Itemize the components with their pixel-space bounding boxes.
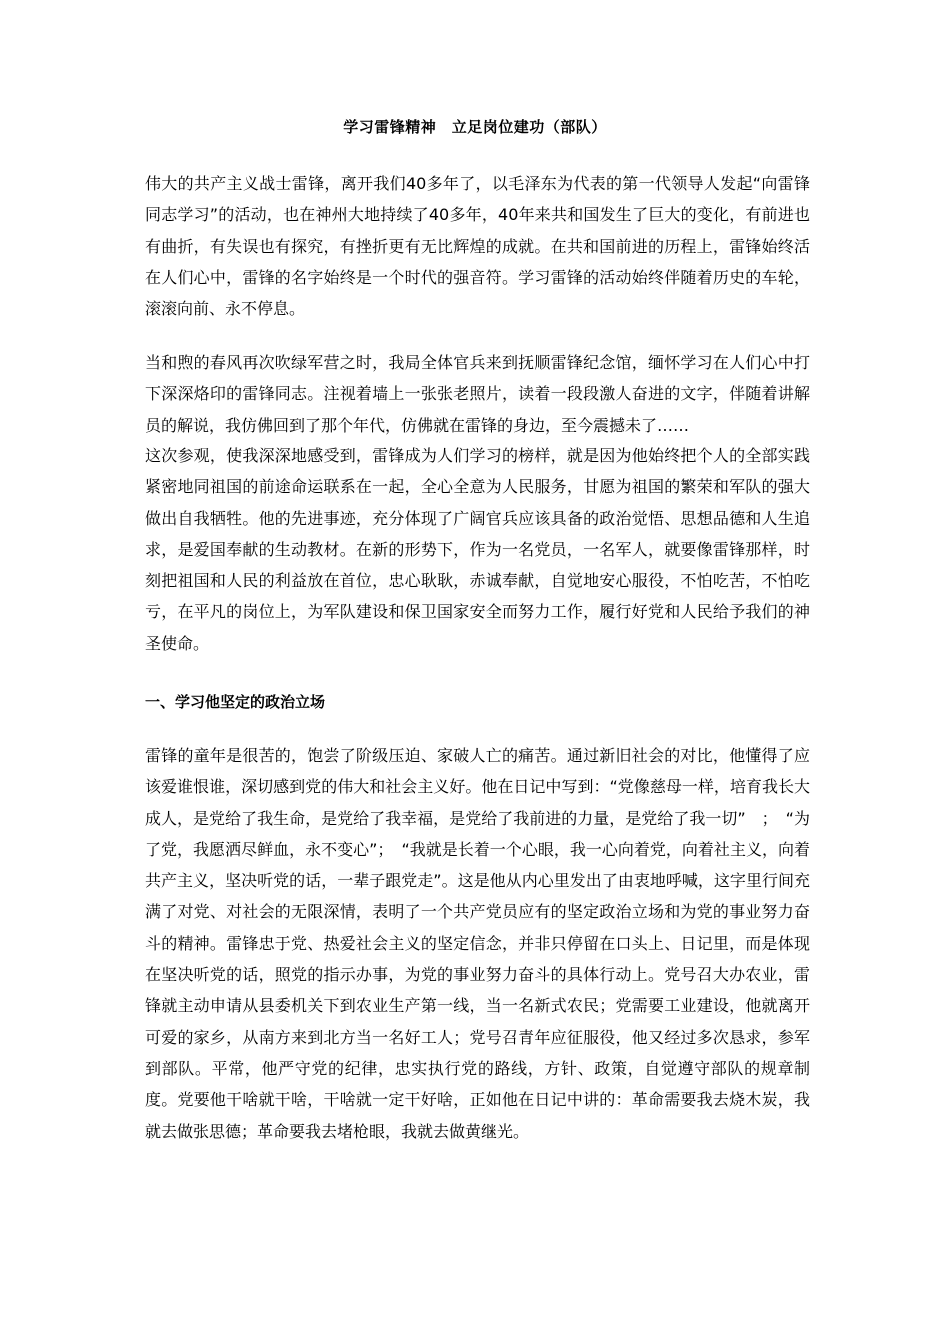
paragraph-political-stance: 雷锋的童年是很苦的，饱尝了阶级压迫、家破人亡的痛苦。通过新旧社会的对比，他懂得了应该爱谁恨谁，深切感到党的伟大和社会主义好。他在日记中写到：“党像慈母一样，培育我长大成人，是党给了我生命，是党给了我幸福，是党给了我前进的力量，是党给了我一切” ； “为了党，我愿洒尽鲜血，永不变心”； “我就是长着一个心眼，我一心向着党，向着社主义，向着共产主义，坚决听党的话，一辈子跟党走”。这是他从内心里发出了由衷地呼喊，这字里行间充满了对党、对社会的无限深情，表明了一个共产党员应有的坚定政治立场和为党的事业努力奋斗的精神。雷锋忠于党、热爱社会主义的坚定信念，并非只停留在口头上、日记里，而是体现在坚决听党的话，照党的指示办事，为党的事业努力奋斗的具体行动上。党号召大办农业，雷锋就主动申请从县委机关下到农业生产第一线，当一名新式农民；党需要工业建设，他就离开可爱的家乡，从南方来到北方当一名好工人；党号召青年应征服役，他又经过多次恳求，参军到部队。平常，他严守党的纪律，忠实执行党的路线，方针、政策，自觉遵守部队的规章制度。党要他干啥就干啥，干啥就一定干好啥，正如他在日记中讲的：革命需要我去烧木炭，我就去做张思德；革命要我去堵枪眼，我就去做黄继光。 bbox=[145, 746, 810, 1141]
paragraph-visit: 当和煦的春风再次吹绿军营之时，我局全体官兵来到抚顺雷锋纪念馆，缅怀学习在人们心中打下深深烙印的雷锋同志。注视着墙上一张张老照片，读着一段段激人奋进的文字，伴随着讲解员的解说，我仿佛回到了那个年代，仿佛就在雷锋的身边，至今震撼未了…… bbox=[145, 353, 810, 435]
paragraph-intro: 伟大的共产主义战士雷锋，离开我们40多年了，以毛泽东为代表的第一代领导人发起“向雷锋同志学习”的活动，也在神州大地持续了40多年，40年来共和国发生了巨大的变化，有前进也有曲折，有失误也有探究，有挫折更有无比辉煌的成就。在共和国前进的历程上，雷锋始终活在人们心中，雷锋的名字始终是一个时代的强音符。学习雷锋的活动始终伴随着历史的车轮，滚滚向前、永不停息。 bbox=[145, 174, 810, 319]
section-heading-political-stance: 一、学习他坚定的政治立场 bbox=[145, 693, 326, 711]
document-title: 学习雷锋精神 立足岗位建功（部队） bbox=[343, 118, 607, 136]
paragraph-reflection: 这次参观，使我深深地感受到，雷锋成为人们学习的榜样，就是因为他始终把个人的全部实践紧密地同祖国的前途命运联系在一起，全心全意为人民服务，甘愿为祖国的繁荣和军队的强大做出自我牺牲。他的先进事迹，充分体现了广阔官兵应该具备的政治觉悟、思想品德和人生追求，是爱国奉献的生动教材。在新的形势下，作为一名党员，一名军人，就要像雷锋那样，时刻把祖国和人民的利益放在首位，忠心耿耿，赤诚奉献，自觉地安心服役，不怕吃苦，不怕吃亏，在平凡的岗位上，为军队建设和保卫国家安全而努力工作，履行好党和人民给予我们的神圣使命。 bbox=[145, 446, 810, 653]
